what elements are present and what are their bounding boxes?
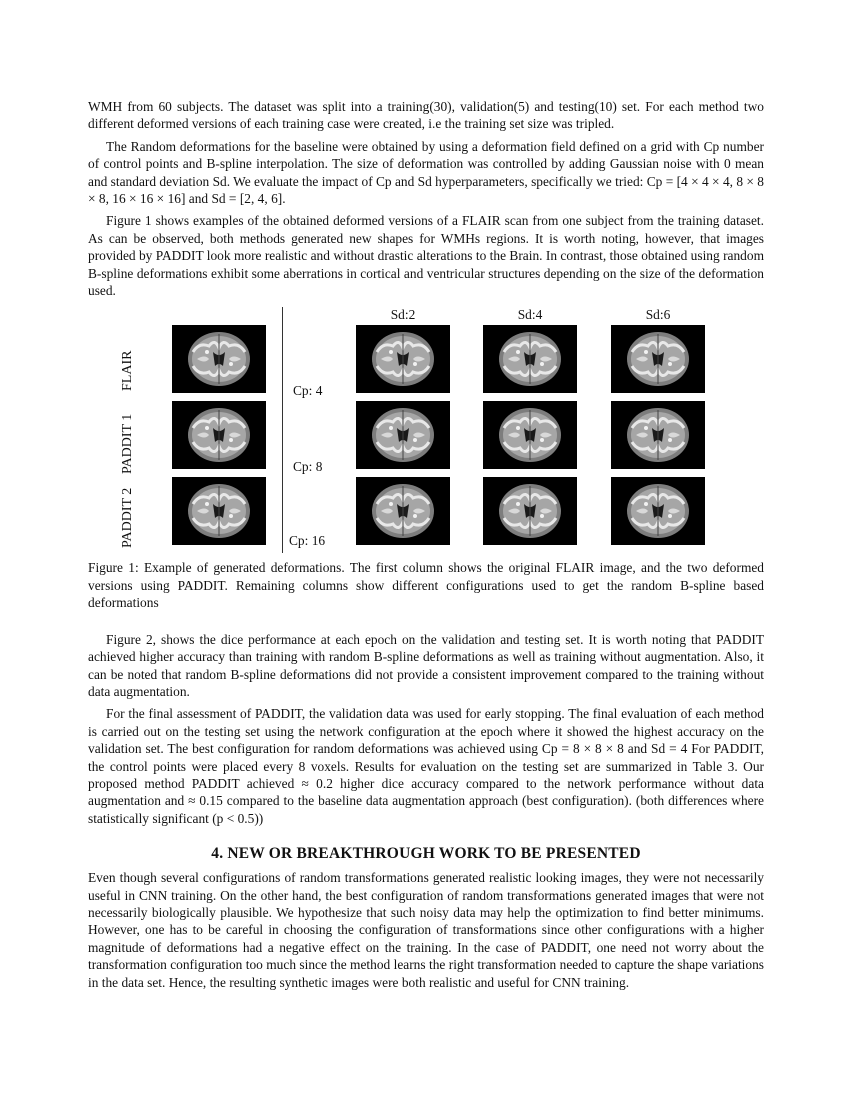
paragraph-figure2-dice: Figure 2, shows the dice performance at each epoch on the validation and testing set. It is worth noting that PADDIT achieved higher accuracy than training with random B-spline deformations as well as training without augmentation. Also, it can be noted that random B-spline deformations did not provide a consistent improvement compared to the training without data augmentation.: [88, 631, 764, 699]
brain-image-cp16-sd6: [611, 477, 705, 545]
brain-image-cp16-sd2: [356, 477, 450, 545]
cp-label-16: Cp: 16: [289, 533, 326, 549]
col-label-sd2: Sd:2: [390, 307, 416, 323]
brain-image-cp4-sd4: [483, 325, 577, 393]
brain-image-cp8-sd2: [356, 401, 450, 469]
brain-image-cp8-sd6: [611, 401, 705, 469]
col-label-sd6: Sd:6: [645, 307, 671, 323]
brain-image-paddit2: [172, 477, 266, 545]
brain-image-cp4-sd2: [356, 325, 450, 393]
col-label-sd4: Sd:4: [517, 307, 543, 323]
figure-1: [88, 307, 764, 559]
row-label-flair: FLAIR: [120, 351, 135, 392]
page-content: [88, 98, 764, 991]
brain-image-paddit1: [172, 401, 266, 469]
row-label-paddit2: PADDIT 2: [120, 488, 135, 549]
cp-label-4: Cp: 4: [293, 383, 323, 399]
section-heading: 4. NEW OR BREAKTHROUGH WORK TO BE PRESENTED: [211, 845, 641, 863]
cp-label-8: Cp: 8: [293, 459, 323, 475]
figure-1-caption: Figure 1: Example of generated deformations. The first column shows the original FLAIR image, and the two deformed versions using PADDIT. Remaining columns show different configurations used to get the random B-spline based deformations: [88, 560, 764, 611]
paragraph-final-assessment: For the final assessment of PADDIT, the validation data was used for early stopping. The final evaluation of each method is carried out on the testing set using the network configuration at the epoch where it showed the highest accuracy on the validation set. The best configuration for random deformations was achieved using Cp = 8 × 8 × 8 and Sd = 4 For PADDIT, the control points were placed every 8 voxels. Results for evaluation on the testing set are summarized in Table 3. Our proposed method PADDIT achieved ≈ 0.2 higher dice accuracy compared to the network performance without data augmentation and ≈ 0.15 compared to the baseline data augmentation approach (best configuration). (both differences where statistically significant (p < 0.5)): [88, 706, 764, 826]
paragraph-dataset: WMH from 60 subjects. The dataset was split into a training(30), validation(5) and testing(10) set. For each method two different deformed versions of each training case were created, i.e the training set size was tripled.: [88, 99, 764, 132]
figure-divider: [282, 307, 283, 553]
paragraph-figure1-description: Figure 1 shows examples of the obtained deformed versions of a FLAIR scan from one subject from the training dataset. As can be observed, both methods generated new shapes for WMHs regions. It is worth noting, however, that images provided by PADDIT look more realistic and without drastic alterations to the Brain. In contrast, those obtained using random B-spline deformations exhibit some aberrations in cortical and ventricular structures depending on the size of the deformation used.: [88, 213, 764, 299]
brain-image-cp16-sd4: [483, 477, 577, 545]
paragraph-random-deformations: The Random deformations for the baseline were obtained by using a deformation field defined on a grid with Cp number of control points and B-spline interpolation. The size of deformation was controlled by adding Gaussian noise with 0 mean and standard deviation Sd. We evaluate the impact of Cp and Sd hyperparameters, specifically we tried: Cp = [4 × 4 × 4, 8 × 8 × 8, 16 × 16 × 16] and Sd = [2, 4, 6].: [88, 138, 764, 207]
brain-image-cp4-sd6: [611, 325, 705, 393]
brain-image-cp8-sd4: [483, 401, 577, 469]
paragraph-new-work: Even though several configurations of random transformations generated realistic looking images, they were not necessarily useful in CNN training. On the other hand, the best configuration of random transformations generated images that were not necessarily biologically plausible. We hypothesize that such noisy data may help the optimization to find better minimums. However, one has to be careful in choosing the configuration of transformations since other configurations with a higher magnitude of deformations had a negative effect on the training. In the case of PADDIT, one need not worry about the transformation configuration too much since the method learns the right transformation needed to capture the shape variations in the data set. Hence, the resulting synthetic images were both realistic and useful for CNN training.: [88, 870, 764, 990]
brain-image-flair: [172, 325, 266, 393]
row-label-paddit1: PADDIT 1: [120, 414, 135, 475]
